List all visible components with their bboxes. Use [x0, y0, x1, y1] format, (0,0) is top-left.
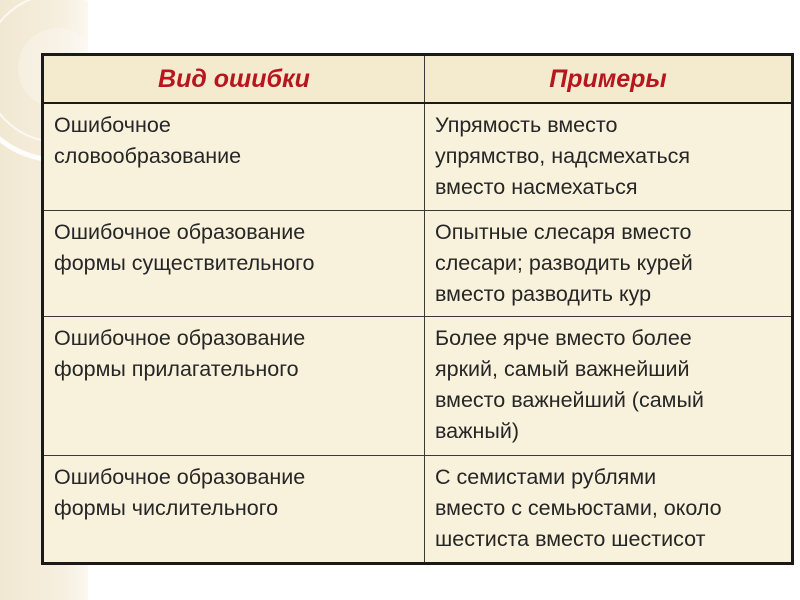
cell-line: важный): [435, 418, 520, 443]
table-row: [43, 455, 793, 563]
table-header-row: [43, 55, 793, 104]
example-cell: [425, 455, 793, 563]
table-row: [43, 210, 793, 316]
error-type-cell: [43, 455, 425, 563]
cell-line: шестиста вместо шестисот: [435, 526, 706, 551]
cell-line: Ошибочное образование: [54, 325, 306, 350]
error-type-cell: [43, 103, 425, 210]
cell-line: вместо насмехаться: [435, 175, 638, 199]
cell-line: вместо разводить кур: [435, 281, 652, 306]
example-cell: [425, 316, 793, 455]
cell-line: Ошибочное: [54, 113, 171, 137]
error-type-cell: [43, 316, 425, 455]
cell-line: Более ярче вместо более: [435, 325, 692, 350]
cell-line: упрямство, надсмехаться: [435, 144, 691, 168]
example-cell: [425, 103, 793, 210]
error-type-cell: [43, 210, 425, 316]
example-cell: [425, 210, 793, 316]
cell-line: слесари; разводить курей: [435, 250, 693, 275]
cell-line: Ошибочное образование: [54, 219, 306, 244]
cell-line: словообразование: [54, 144, 242, 168]
header-error-type: Вид ошибки: [43, 55, 425, 104]
cell-line: формы числительного: [54, 495, 279, 520]
cell-line: яркий, самый важнейший: [435, 356, 690, 381]
errors-table: [41, 53, 794, 565]
table-row: [43, 316, 793, 455]
cell-line: С семистами рублями: [435, 464, 657, 489]
cell-line: Опытные слесаря вместо: [435, 219, 692, 244]
header-examples: Примеры: [425, 55, 793, 104]
cell-line: формы прилагательного: [54, 356, 299, 381]
table-row: [43, 103, 793, 210]
cell-line: Ошибочное образование: [54, 464, 306, 489]
cell-line: вместо важнейший (самый: [435, 387, 704, 412]
cell-line: Упрямость вместо: [435, 113, 618, 137]
cell-line: формы существительного: [54, 250, 315, 275]
cell-line: вместо с семьюстами, около: [435, 495, 722, 520]
